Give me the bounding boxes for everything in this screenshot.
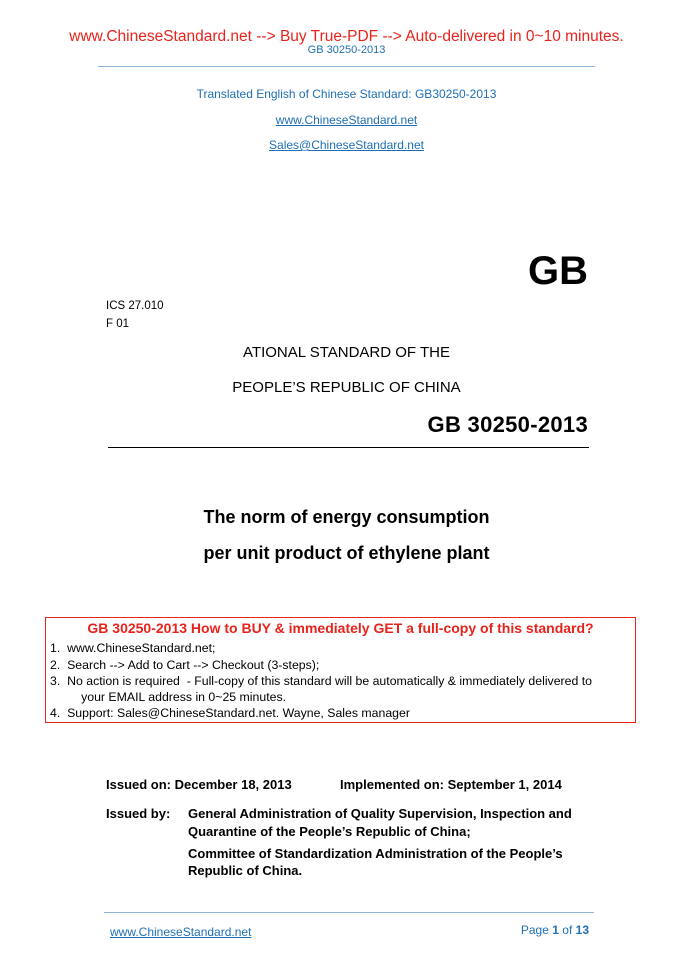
email-link-wrap bbox=[0, 136, 693, 154]
translated-caption: Translated English of Chinese Standard: GB30250-2013 bbox=[196, 87, 497, 101]
title-divider bbox=[108, 447, 589, 448]
buy-info-box bbox=[45, 617, 636, 723]
buy-step-2: 2. Search --> Add to Cart --> Checkout (3-steps); bbox=[50, 658, 320, 672]
buy-step-3: 3. No action is required - Full-copy of this standard will be automatically & immediately delivered to bbox=[50, 674, 592, 688]
email-link[interactable]: Sales@ChineseStandard.net bbox=[269, 138, 424, 152]
page-label: Page bbox=[520, 923, 549, 937]
page-indicator bbox=[521, 923, 589, 937]
national-standard-line2: PEOPLE’S REPUBLIC OF CHINA bbox=[232, 379, 461, 396]
buy-box-title: GB 30250-2013 How to BUY & immediately GET a full-copy of this standard? bbox=[87, 620, 594, 636]
footer-website-link[interactable]: www.ChineseStandard.net bbox=[110, 925, 252, 939]
issuer1-line1: General Administration of Quality Supervision, Inspection and bbox=[188, 806, 572, 821]
ics-code: ICS 27.010 bbox=[106, 300, 164, 312]
gb-logo: GB bbox=[528, 249, 588, 293]
implemented-on: Implemented on: September 1, 2014 bbox=[340, 777, 562, 792]
header-divider bbox=[98, 66, 595, 67]
header-banner[interactable]: www.ChineseStandard.net --> Buy True-PDF --> Auto-delivered in 0~10 minutes. bbox=[69, 28, 624, 45]
issued-by-label: Issued by: bbox=[106, 806, 171, 821]
footer-divider bbox=[104, 912, 594, 913]
f-code: F 01 bbox=[106, 318, 130, 330]
buy-step-1[interactable]: 1. www.ChineseStandard.net; bbox=[50, 641, 216, 655]
buy-step-3-cont: your EMAIL address in 0~25 minutes. bbox=[64, 690, 287, 704]
page-current: 1 bbox=[552, 923, 559, 937]
buy-step-4: 4. Support: Sales@ChineseStandard.net. Wayne, Sales manager bbox=[50, 706, 410, 720]
page-of: of bbox=[562, 923, 573, 937]
issuer2-line1: Committee of Standardization Administration of the People’s bbox=[188, 846, 563, 861]
national-standard-line1: ATIONAL STANDARD OF THE bbox=[243, 344, 450, 361]
page-total: 13 bbox=[575, 923, 589, 937]
standard-number: GB 30250-2013 bbox=[427, 412, 588, 437]
website-link-wrap bbox=[0, 111, 693, 129]
title-line1: The norm of energy consumption bbox=[203, 507, 490, 527]
footer-link-wrap bbox=[110, 923, 251, 941]
title-line2: per unit product of ethylene plant bbox=[203, 543, 490, 563]
issuer1-line2: Quarantine of the People’s Republic of China; bbox=[188, 824, 471, 839]
issued-on: Issued on: December 18, 2013 bbox=[106, 777, 292, 792]
issuer2-line2: Republic of China. bbox=[188, 863, 303, 878]
header-standard-number: GB 30250-2013 bbox=[307, 44, 386, 56]
website-link[interactable]: www.ChineseStandard.net bbox=[275, 113, 418, 127]
